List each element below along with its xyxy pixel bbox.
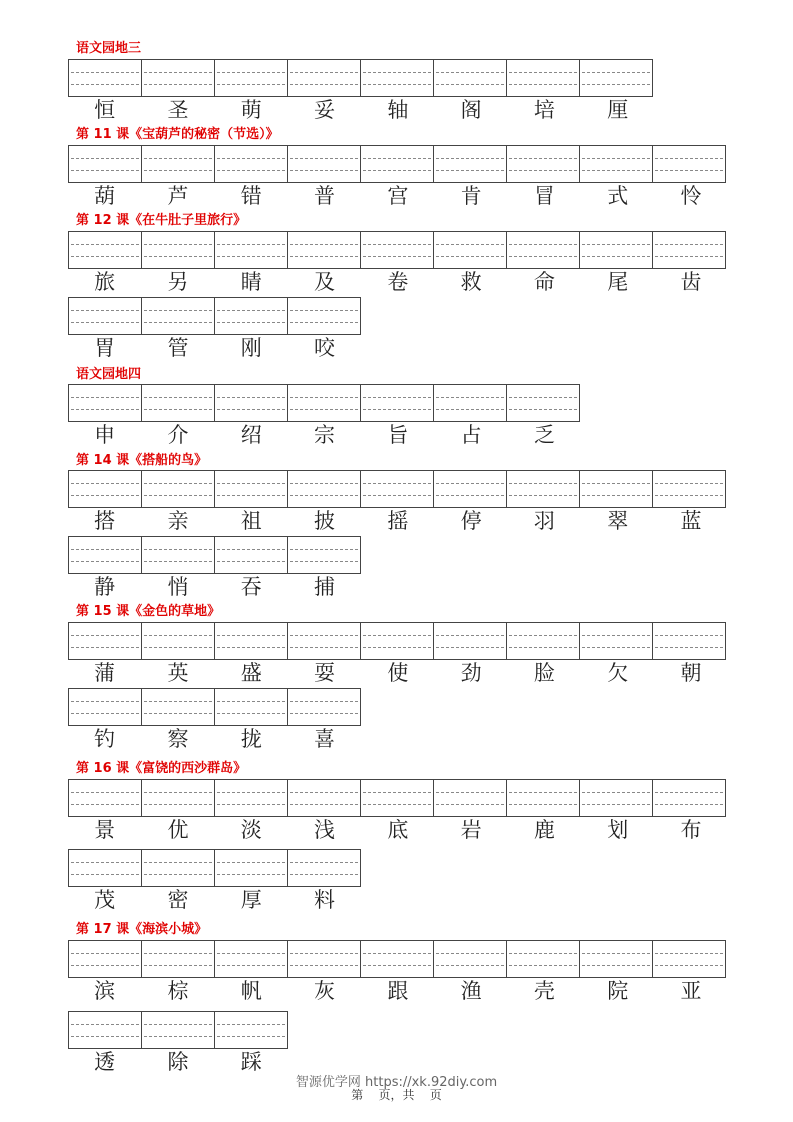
writing-cell[interactable] xyxy=(507,780,580,816)
hanzi-character: 尾 xyxy=(607,270,629,294)
hanzi-character: 轴 xyxy=(387,98,409,122)
writing-cell[interactable] xyxy=(580,623,653,659)
hanzi-character: 亚 xyxy=(680,979,702,1003)
writing-grid xyxy=(68,384,580,422)
writing-cell[interactable] xyxy=(142,689,215,725)
hanzi-character: 申 xyxy=(94,423,116,447)
writing-cell[interactable] xyxy=(69,471,142,507)
writing-cell[interactable] xyxy=(507,623,580,659)
writing-cell[interactable] xyxy=(361,941,434,977)
writing-cell[interactable] xyxy=(69,232,142,268)
writing-cell[interactable] xyxy=(434,146,507,182)
hanzi-character: 盛 xyxy=(240,661,262,685)
hanzi-character: 英 xyxy=(167,661,189,685)
writing-grid xyxy=(68,536,361,574)
hanzi-character: 乏 xyxy=(533,423,555,447)
hanzi-character: 滨 xyxy=(94,979,116,1003)
writing-cell[interactable] xyxy=(215,232,288,268)
hanzi-character: 踩 xyxy=(240,1050,262,1074)
writing-cell[interactable] xyxy=(507,385,580,421)
writing-cell[interactable] xyxy=(434,232,507,268)
hanzi-character: 使 xyxy=(387,661,409,685)
hanzi-character: 救 xyxy=(460,270,482,294)
writing-cell[interactable] xyxy=(361,623,434,659)
hanzi-character: 蓝 xyxy=(680,509,702,533)
writing-cell[interactable] xyxy=(69,537,142,573)
lesson-title: 第 12 课《在牛肚子里旅行》 xyxy=(76,213,247,228)
writing-cell[interactable] xyxy=(361,780,434,816)
footer-site: 智源优学网 https://xk.92diy.com xyxy=(295,1075,498,1090)
writing-cell[interactable] xyxy=(69,60,142,96)
writing-cell[interactable] xyxy=(288,232,361,268)
lesson-title: 语文园地三 xyxy=(76,41,142,56)
hanzi-character: 脸 xyxy=(533,661,555,685)
hanzi-character: 咬 xyxy=(314,336,336,360)
character-row xyxy=(68,725,361,753)
hanzi-character: 淡 xyxy=(240,818,262,842)
hanzi-character: 齿 xyxy=(680,270,702,294)
writing-cell[interactable] xyxy=(653,146,726,182)
hanzi-character: 底 xyxy=(387,818,409,842)
writing-cell[interactable] xyxy=(580,146,653,182)
writing-grid xyxy=(68,59,653,97)
hanzi-character: 宫 xyxy=(387,184,409,208)
writing-cell[interactable] xyxy=(69,623,142,659)
writing-cell[interactable] xyxy=(69,385,142,421)
hanzi-character: 旨 xyxy=(387,423,409,447)
hanzi-character: 壳 xyxy=(533,979,555,1003)
writing-cell[interactable] xyxy=(361,385,434,421)
hanzi-character: 芦 xyxy=(167,184,189,208)
hanzi-character: 停 xyxy=(460,509,482,533)
hanzi-character: 料 xyxy=(314,888,336,912)
hanzi-character: 宗 xyxy=(314,423,336,447)
hanzi-character: 密 xyxy=(167,888,189,912)
hanzi-character: 布 xyxy=(680,818,702,842)
writing-cell[interactable] xyxy=(288,298,361,334)
hanzi-character: 占 xyxy=(460,423,482,447)
writing-cell[interactable] xyxy=(434,385,507,421)
hanzi-character: 萌 xyxy=(240,98,262,122)
writing-cell[interactable] xyxy=(288,60,361,96)
hanzi-character: 阁 xyxy=(460,98,482,122)
hanzi-character: 喜 xyxy=(314,727,336,751)
writing-grid xyxy=(68,779,726,817)
hanzi-character: 胃 xyxy=(94,336,116,360)
writing-cell[interactable] xyxy=(69,780,142,816)
lesson-title: 第 15 课《金色的草地》 xyxy=(76,604,221,619)
writing-cell[interactable] xyxy=(69,1012,142,1048)
hanzi-character: 劲 xyxy=(460,661,482,685)
writing-cell[interactable] xyxy=(507,941,580,977)
writing-cell[interactable] xyxy=(580,232,653,268)
hanzi-character: 培 xyxy=(533,98,555,122)
character-row xyxy=(68,96,654,124)
hanzi-character: 悄 xyxy=(167,575,189,599)
writing-cell[interactable] xyxy=(69,146,142,182)
character-row xyxy=(68,507,728,535)
hanzi-character: 浅 xyxy=(314,818,336,842)
writing-cell[interactable] xyxy=(580,60,653,96)
hanzi-character: 察 xyxy=(167,727,189,751)
writing-cell[interactable] xyxy=(288,941,361,977)
hanzi-character: 朝 xyxy=(680,661,702,685)
hanzi-character: 绍 xyxy=(240,423,262,447)
writing-cell[interactable] xyxy=(142,298,215,334)
character-row xyxy=(68,573,361,601)
writing-cell[interactable] xyxy=(507,146,580,182)
writing-cell[interactable] xyxy=(361,60,434,96)
character-row xyxy=(68,182,728,210)
writing-cell[interactable] xyxy=(215,385,288,421)
hanzi-character: 捕 xyxy=(314,575,336,599)
writing-cell[interactable] xyxy=(142,471,215,507)
hanzi-character: 介 xyxy=(167,423,189,447)
writing-cell[interactable] xyxy=(142,232,215,268)
writing-cell[interactable] xyxy=(288,146,361,182)
hanzi-character: 渔 xyxy=(460,979,482,1003)
writing-cell[interactable] xyxy=(142,850,215,886)
writing-cell[interactable] xyxy=(434,780,507,816)
hanzi-character: 蒲 xyxy=(94,661,116,685)
writing-grid xyxy=(68,470,726,508)
writing-cell[interactable] xyxy=(288,850,361,886)
hanzi-character: 及 xyxy=(314,270,336,294)
writing-cell[interactable] xyxy=(215,471,288,507)
writing-cell[interactable] xyxy=(215,689,288,725)
writing-grid xyxy=(68,688,361,726)
hanzi-character: 羽 xyxy=(533,509,555,533)
lesson-title: 第 17 课《海滨小城》 xyxy=(76,922,208,937)
hanzi-character: 院 xyxy=(607,979,629,1003)
writing-cell[interactable] xyxy=(288,689,361,725)
writing-cell[interactable] xyxy=(653,941,726,977)
writing-grid xyxy=(68,849,361,887)
hanzi-character: 管 xyxy=(167,336,189,360)
writing-cell[interactable] xyxy=(288,623,361,659)
lesson-title: 语文园地四 xyxy=(76,367,142,382)
writing-cell[interactable] xyxy=(507,232,580,268)
writing-cell[interactable] xyxy=(215,298,288,334)
writing-cell[interactable] xyxy=(361,146,434,182)
hanzi-character: 睛 xyxy=(240,270,262,294)
hanzi-character: 冒 xyxy=(533,184,555,208)
writing-cell[interactable] xyxy=(215,537,288,573)
hanzi-character: 静 xyxy=(94,575,116,599)
hanzi-character: 吞 xyxy=(240,575,262,599)
hanzi-character: 圣 xyxy=(167,98,189,122)
writing-cell[interactable] xyxy=(507,60,580,96)
hanzi-character: 式 xyxy=(607,184,629,208)
hanzi-character: 妥 xyxy=(314,98,336,122)
hanzi-character: 命 xyxy=(533,270,555,294)
hanzi-character: 鹿 xyxy=(533,818,555,842)
hanzi-character: 划 xyxy=(607,818,629,842)
writing-cell[interactable] xyxy=(142,623,215,659)
hanzi-character: 卷 xyxy=(387,270,409,294)
hanzi-character: 错 xyxy=(240,184,262,208)
writing-cell[interactable] xyxy=(215,623,288,659)
hanzi-character: 透 xyxy=(94,1050,116,1074)
footer-page-number: 第 页，共 页 xyxy=(351,1088,442,1102)
writing-cell[interactable] xyxy=(434,623,507,659)
writing-cell[interactable] xyxy=(288,537,361,573)
writing-cell[interactable] xyxy=(434,471,507,507)
writing-cell[interactable] xyxy=(215,1012,288,1048)
writing-grid xyxy=(68,622,726,660)
hanzi-character: 葫 xyxy=(94,184,116,208)
hanzi-character: 除 xyxy=(167,1050,189,1074)
writing-cell[interactable] xyxy=(434,941,507,977)
writing-cell[interactable] xyxy=(288,385,361,421)
hanzi-character: 棕 xyxy=(167,979,189,1003)
lesson-title: 第 16 课《富饶的西沙群岛》 xyxy=(76,761,247,776)
character-row xyxy=(68,659,728,687)
writing-cell[interactable] xyxy=(580,471,653,507)
writing-cell[interactable] xyxy=(288,780,361,816)
lesson-title: 第 14 课《搭船的鸟》 xyxy=(76,453,208,468)
writing-cell[interactable] xyxy=(653,780,726,816)
hanzi-character: 旅 xyxy=(94,270,116,294)
writing-cell[interactable] xyxy=(215,60,288,96)
hanzi-character: 刚 xyxy=(240,336,262,360)
writing-cell[interactable] xyxy=(142,941,215,977)
hanzi-character: 怜 xyxy=(680,184,702,208)
writing-cell[interactable] xyxy=(69,689,142,725)
hanzi-character: 肯 xyxy=(460,184,482,208)
character-row xyxy=(68,268,728,296)
writing-cell[interactable] xyxy=(215,780,288,816)
lesson-title: 第 11 课《宝葫芦的秘密（节选）》 xyxy=(76,127,279,142)
writing-grid xyxy=(68,297,361,335)
writing-cell[interactable] xyxy=(580,780,653,816)
hanzi-character: 欠 xyxy=(607,661,629,685)
writing-cell[interactable] xyxy=(361,471,434,507)
writing-grid xyxy=(68,940,726,978)
hanzi-character: 亲 xyxy=(167,509,189,533)
writing-cell[interactable] xyxy=(142,146,215,182)
hanzi-character: 茂 xyxy=(94,888,116,912)
hanzi-character: 跟 xyxy=(387,979,409,1003)
writing-cell[interactable] xyxy=(69,941,142,977)
writing-cell[interactable] xyxy=(361,232,434,268)
writing-cell[interactable] xyxy=(142,1012,215,1048)
hanzi-character: 景 xyxy=(94,818,116,842)
writing-cell[interactable] xyxy=(653,471,726,507)
writing-cell[interactable] xyxy=(142,780,215,816)
writing-cell[interactable] xyxy=(69,298,142,334)
hanzi-character: 翠 xyxy=(607,509,629,533)
writing-cell[interactable] xyxy=(215,941,288,977)
hanzi-character: 优 xyxy=(167,818,189,842)
hanzi-character: 拢 xyxy=(240,727,262,751)
hanzi-character: 帆 xyxy=(240,979,262,1003)
hanzi-character: 厚 xyxy=(240,888,262,912)
hanzi-character: 披 xyxy=(314,509,336,533)
writing-grid xyxy=(68,231,726,269)
character-row xyxy=(68,886,361,914)
character-row xyxy=(68,421,581,449)
writing-cell[interactable] xyxy=(653,623,726,659)
hanzi-character: 搭 xyxy=(94,509,116,533)
writing-cell[interactable] xyxy=(215,146,288,182)
hanzi-character: 耍 xyxy=(314,661,336,685)
hanzi-character: 岩 xyxy=(460,818,482,842)
hanzi-character: 厘 xyxy=(607,98,629,122)
writing-grid xyxy=(68,1011,288,1049)
writing-grid xyxy=(68,145,726,183)
character-row xyxy=(68,334,361,362)
hanzi-character: 摇 xyxy=(387,509,409,533)
writing-cell[interactable] xyxy=(142,385,215,421)
hanzi-character: 另 xyxy=(167,270,189,294)
writing-cell[interactable] xyxy=(507,471,580,507)
hanzi-character: 普 xyxy=(314,184,336,208)
writing-cell[interactable] xyxy=(434,60,507,96)
writing-cell[interactable] xyxy=(288,471,361,507)
writing-cell[interactable] xyxy=(215,850,288,886)
writing-cell[interactable] xyxy=(142,537,215,573)
character-row xyxy=(68,816,728,844)
writing-cell[interactable] xyxy=(142,60,215,96)
character-row xyxy=(68,977,728,1005)
hanzi-character: 钓 xyxy=(94,727,116,751)
hanzi-character: 灰 xyxy=(314,979,336,1003)
hanzi-character: 祖 xyxy=(240,509,262,533)
writing-cell[interactable] xyxy=(580,941,653,977)
writing-cell[interactable] xyxy=(69,850,142,886)
hanzi-character: 恒 xyxy=(94,98,116,122)
writing-cell[interactable] xyxy=(653,232,726,268)
